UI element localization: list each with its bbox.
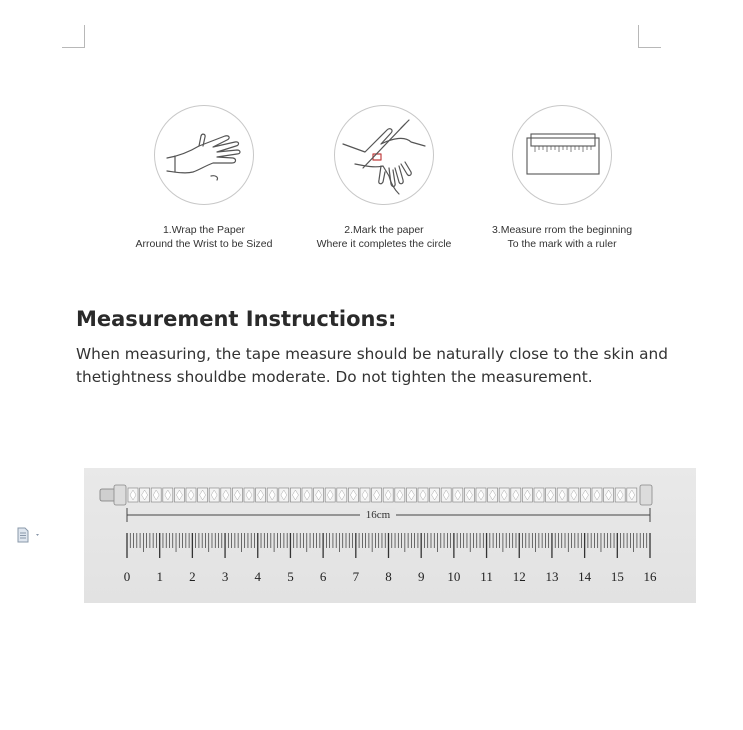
document-menu-icon[interactable] <box>17 527 47 543</box>
ruler-number: 4 <box>254 569 261 584</box>
step-mark-paper <box>284 105 484 251</box>
step-2-subtitle: Where it completes the circle <box>316 238 452 250</box>
mark-paper-icon <box>334 105 434 205</box>
bracelet-ruler-photo <box>84 468 696 603</box>
ruler-number: 9 <box>417 569 425 584</box>
instructions-heading: Measurement Instructions: <box>76 307 397 331</box>
step-1-title: 1.Wrap the Paper <box>162 224 246 236</box>
ruler-number: 15 <box>610 569 624 584</box>
ruler-number: 0 <box>123 569 131 584</box>
ruler-numbers <box>124 569 657 584</box>
step-3-title: 3.Measure rrom the beginning <box>491 224 633 236</box>
ruler-number: 5 <box>287 569 294 584</box>
ruler-number: 6 <box>319 569 327 584</box>
length-label: 16cm <box>365 509 391 521</box>
ruler-icon <box>512 105 612 205</box>
ruler-number: 16 <box>643 569 657 584</box>
crop-mark-top-right <box>638 25 661 48</box>
instructions-body <box>76 343 716 389</box>
ruler-number: 8 <box>385 569 392 584</box>
ruler-number: 11 <box>480 569 493 584</box>
ruler-number: 1 <box>156 569 163 584</box>
step-3-subtitle: To the mark with a ruler <box>507 238 617 250</box>
step-measure-ruler <box>462 105 662 251</box>
ruler-number: 3 <box>221 569 229 584</box>
ruler-number: 13 <box>545 569 559 584</box>
step-1-subtitle: Arround the Wrist to be Sized <box>135 238 273 250</box>
instructions-line-2: thetightness shouldbe moderate. Do not tighten the measurement. <box>76 368 593 386</box>
ruler-number: 12 <box>512 569 526 584</box>
ruler-number: 2 <box>189 569 196 584</box>
bracelet-stones <box>128 488 637 502</box>
step-2-title: 2.Mark the paper <box>344 224 424 236</box>
ruler-ticks <box>127 533 650 558</box>
ruler-number: 10 <box>447 569 461 584</box>
ruler-number: 14 <box>578 569 592 584</box>
instructions-line-1: When measuring, the tape measure should be naturally close to the skin and <box>76 345 668 363</box>
step-wrap-paper <box>104 105 304 251</box>
ruler-number: 7 <box>352 569 360 584</box>
wrap-wrist-icon <box>154 105 254 205</box>
crop-mark-top-left <box>62 25 85 48</box>
